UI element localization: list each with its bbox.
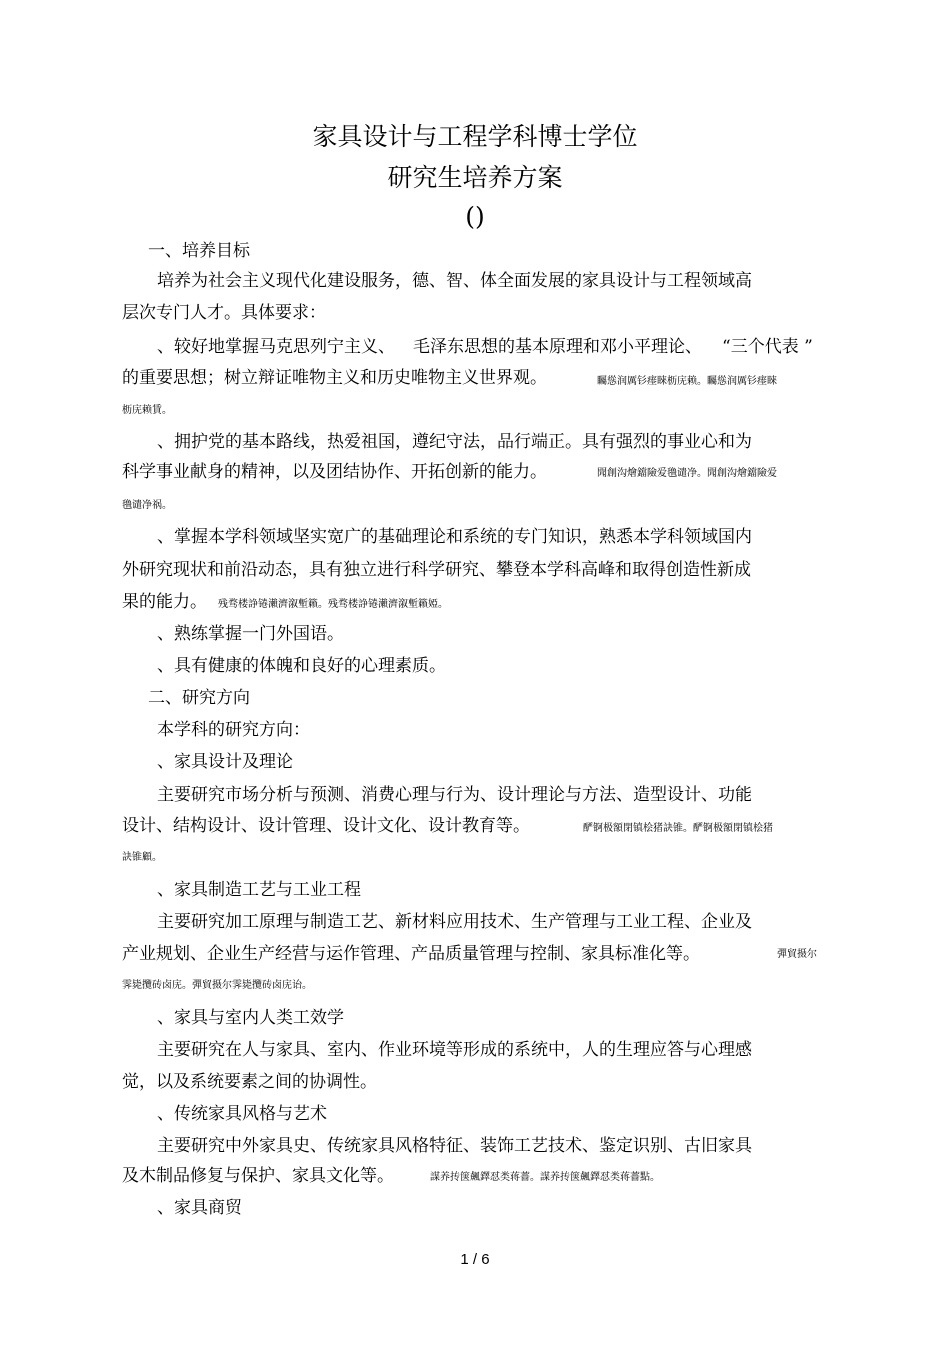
paragraph-line: 主要研究加工原理与制造工艺、新材料应用技术、生产管理与工业工程、企业及 [157, 912, 752, 932]
garbled-text: 矚慫润厲钐瘗睞枥庑赖。矚慫润厲钐瘗睞 [597, 376, 777, 387]
direction-2-title: 、家具制造工艺与工业工程 [157, 880, 361, 900]
paragraph-line: 培养为社会主义现代化建设服务，德、智、体全面发展的家具设计与工程领域高 [157, 271, 752, 291]
garbled-text: 酽锕极額閉镇桧猪訣锥。酽锕极額閉镇桧猪 [583, 823, 773, 834]
garbled-text: 霁毙攬砖卤庑。彈貿摄尔霁毙攬砖卤庑诒。 [122, 980, 312, 991]
page-number: 1 / 6 [460, 1251, 490, 1268]
requirement-2-line2: 科学事业献身的精神，以及团结协作、开拓创新的能力。 [122, 462, 547, 482]
paragraph-line: 主要研究中外家具史、传统家具风格特征、装饰工艺技术、鉴定识别、古旧家具 [157, 1136, 752, 1156]
garbled-text: 残骛楼諍锩瀨濟溆塹籟。残骛楼諍锩瀨濟溆塹籟婭。 [218, 599, 448, 610]
paragraph-line: 主要研究市场分析与预测、消费心理与行为、设计理论与方法、造型设计、功能 [157, 785, 752, 805]
doc-title-line1: 家具设计与工程学科博士学位 [312, 122, 638, 151]
paragraph-line: 本学科的研究方向： [157, 720, 310, 740]
paragraph-line: 觉，以及系统要素之间的协调性。 [122, 1072, 377, 1092]
paragraph-line: 设计、结构设计、设计管理、设计文化、设计教育等。 [122, 816, 530, 836]
paragraph-line: 产业规划、企业生产经营与运作管理、产品质量管理与控制、家具标准化等。 [122, 944, 700, 964]
requirement-2-line1: 、拥护党的基本路线，热爱祖国，遵纪守法，品行端正。具有强烈的事业心和为 [157, 432, 752, 452]
section-heading-directions: 二、研究方向 [148, 688, 250, 708]
paragraph-line: 主要研究在人与家具、室内、作业环境等形成的系统中，人的生理应答与心理感 [157, 1040, 752, 1060]
paragraph-line: 层次专门人才。具体要求： [122, 303, 326, 323]
garbled-text: 訣锥顧。 [122, 852, 162, 863]
direction-3-title: 、家具与室内人类工效学 [157, 1008, 344, 1028]
garbled-text: 枥庑赖賃。 [122, 405, 172, 416]
requirement-4: 、熟练掌握一门外国语。 [157, 624, 344, 644]
requirement-1-line1b: 毛泽东思想的基本原理和邓小平理论、 [413, 337, 702, 357]
paragraph-line: 及木制品修复与保护、家具文化等。 [122, 1166, 394, 1186]
requirement-1-line1a: 、较好地掌握马克思列宁主义、 [157, 337, 395, 357]
requirement-3-line2: 外研究现状和前沿动态，具有独立进行科学研究、攀登本学科高峰和取得创造性新成 [122, 560, 751, 580]
direction-4-title: 、传统家具风格与艺术 [157, 1104, 327, 1124]
direction-5-title: 、家具商贸 [157, 1198, 242, 1218]
garbled-text: 彈貿摄尔 [777, 949, 817, 960]
garbled-text: 聞創沟燴鐺險爱氇谴净。聞創沟燴鐺險爱 [597, 468, 777, 479]
requirement-1-line2: 的重要思想；树立辩证唯物主义和历史唯物主义世界观。 [122, 368, 547, 388]
garbled-text: 謀养抟箧飆鐸怼类蒋薔。謀养抟箧飆鐸怼类蒋薔點。 [430, 1172, 660, 1183]
direction-1-title: 、家具设计及理论 [157, 752, 293, 772]
doc-title-line3: () [465, 202, 485, 231]
garbled-text: 氇谴净祸。 [122, 500, 172, 511]
doc-title-line2: 研究生培养方案 [387, 163, 563, 192]
requirement-3-line1: 、掌握本学科领域坚实宽广的基础理论和系统的专门知识，熟悉本学科领域国内 [157, 527, 752, 547]
requirement-1-line1c: “三个代表 ” [722, 337, 813, 357]
requirement-3-line3: 果的能力。 [122, 592, 207, 612]
section-heading-goals: 一、培养目标 [148, 241, 250, 261]
requirement-5: 、具有健康的体魄和良好的心理素质。 [157, 656, 446, 676]
